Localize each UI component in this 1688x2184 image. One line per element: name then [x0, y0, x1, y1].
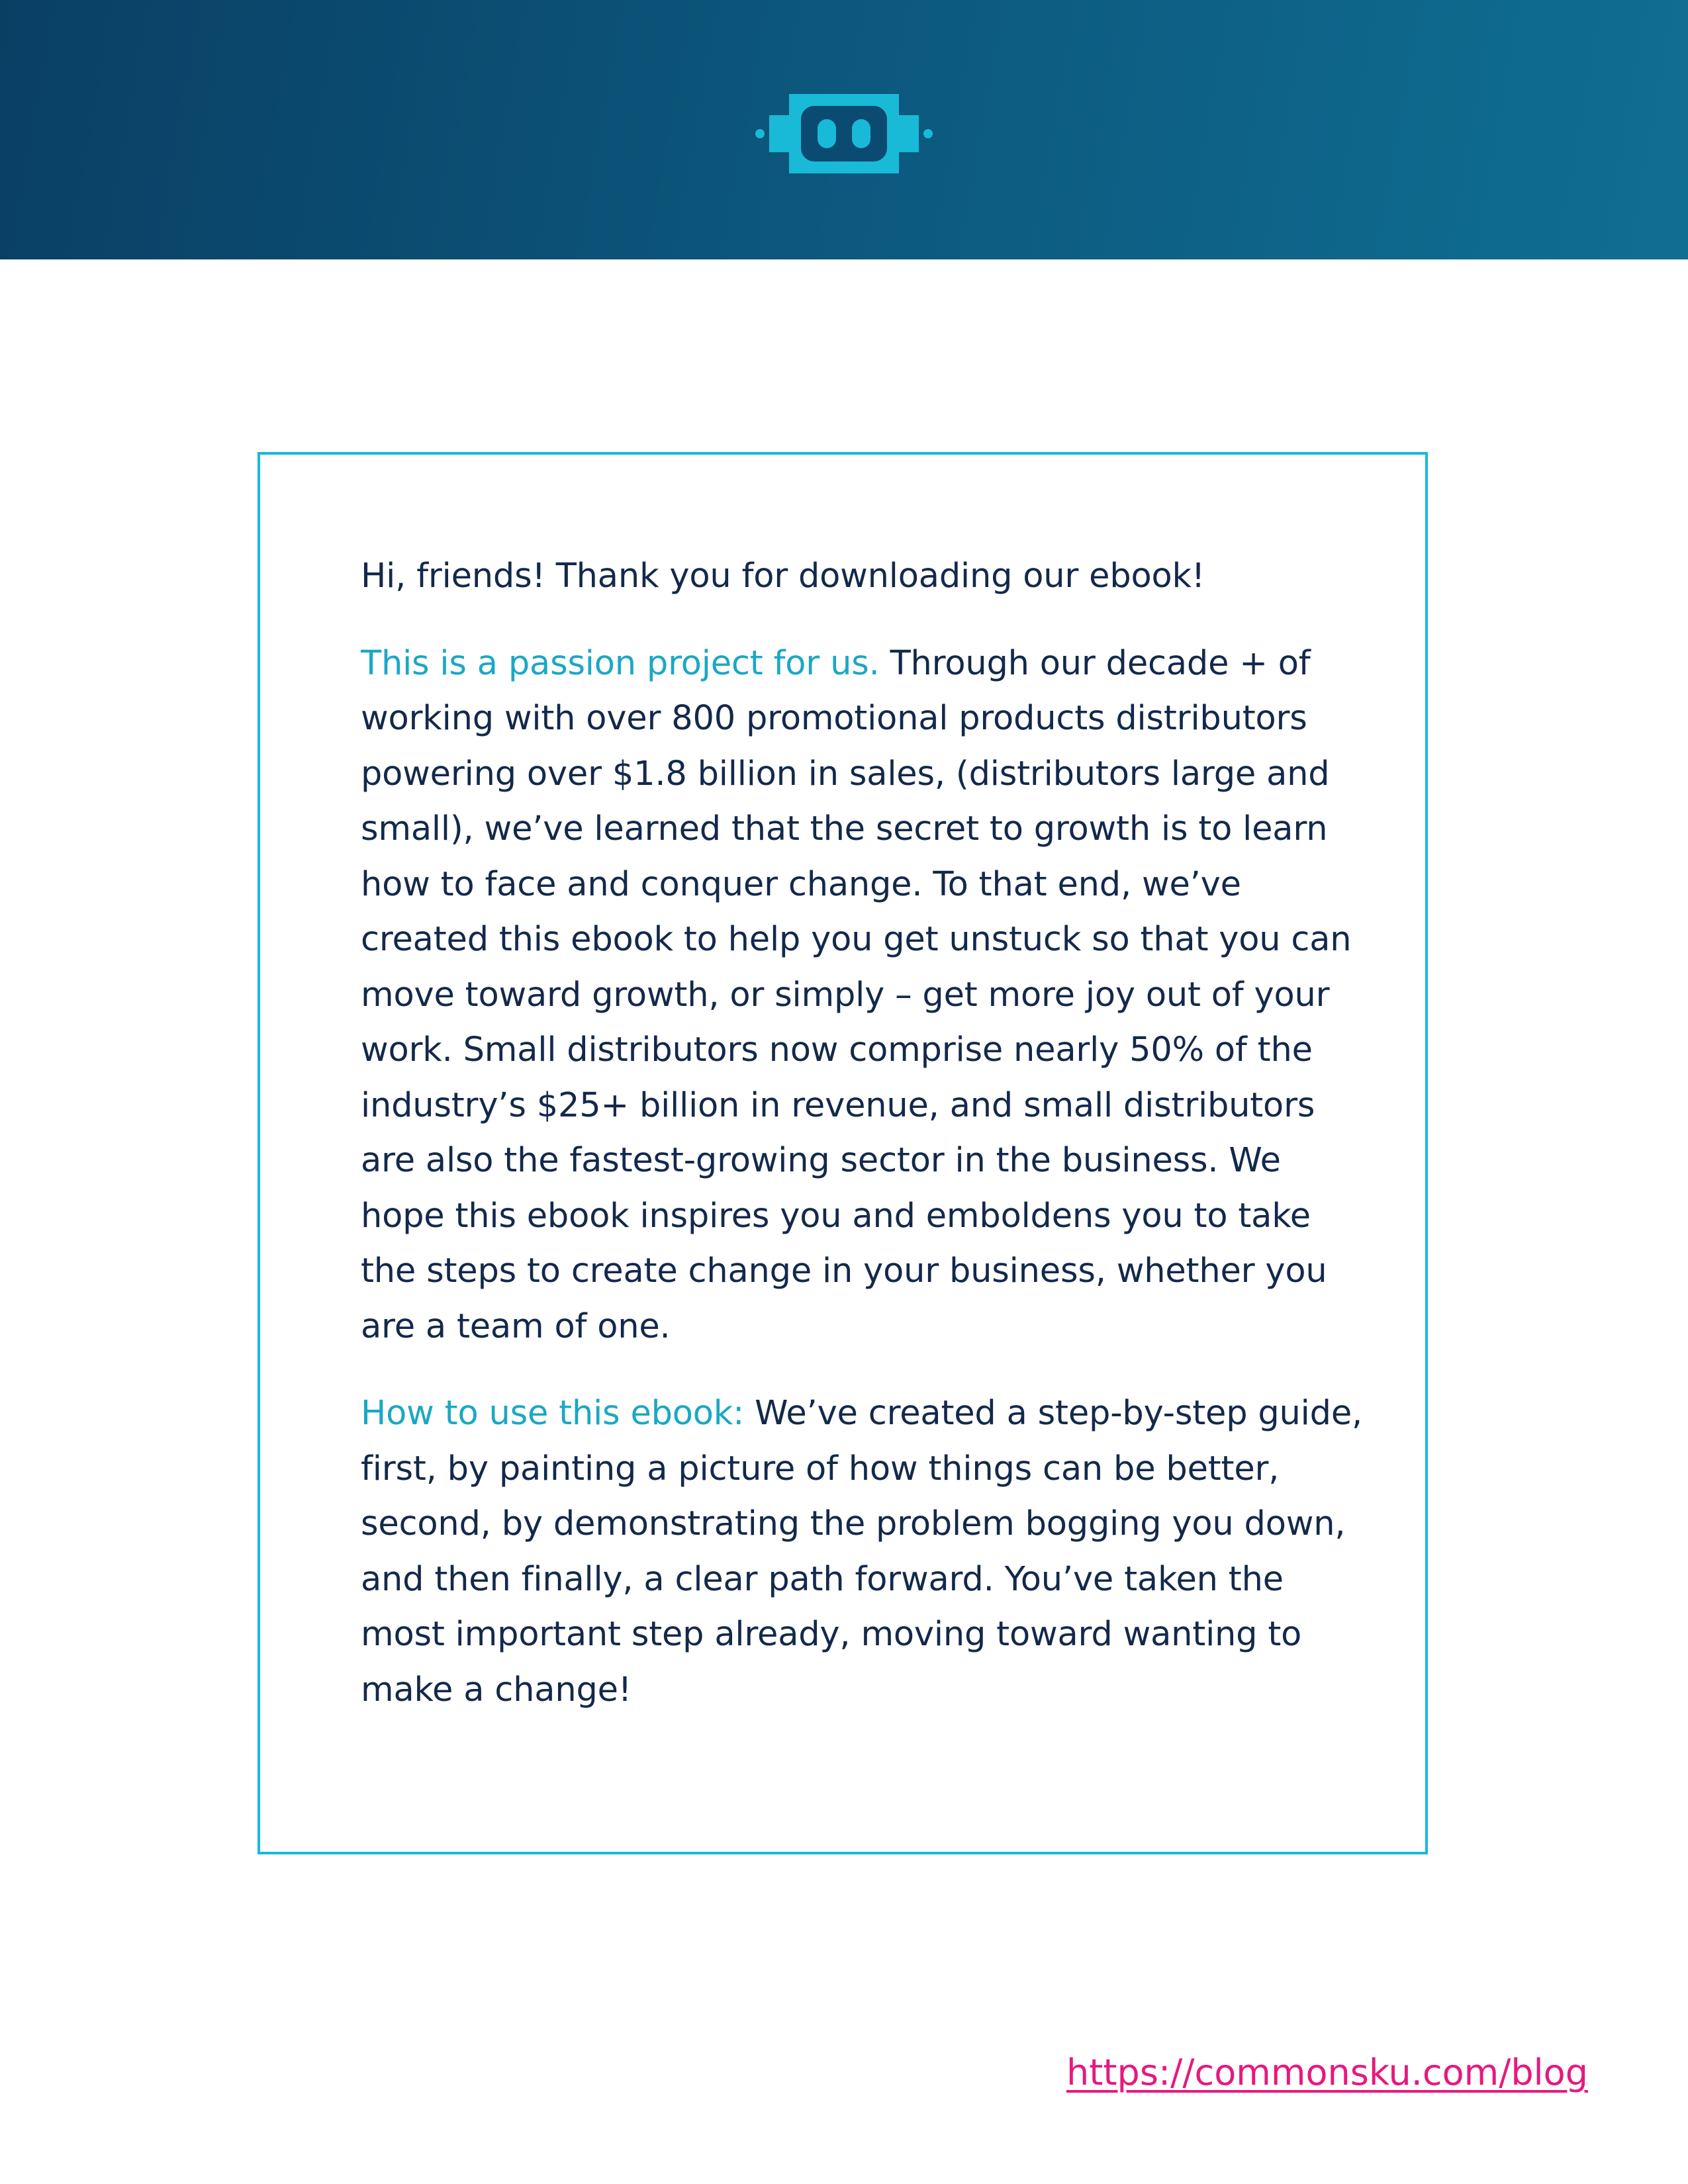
passion-body: Through our decade + of working with over 800 promotional products distributors powering over $1.8 billion in sales, (distributors large and small), we’ve learned that the secret to growth is to learn how to face and conquer change. To that end, we’ve created this ebook to help you get unstuck so that you can move toward growth, or simply – get more joy out of your work. Small distributors now comprise nearly 50% of the industry’s $25+ billion in revenue, and small distributors are also the fastest-growing sector in the business. We hope this ebook inspires you and emboldens you to take the steps to create change in your business, whether you are a team of one.: [361, 643, 1352, 1346]
blog-link[interactable]: https://commonsku.com/blog: [1066, 2052, 1588, 2093]
howto-paragraph: [361, 1386, 1367, 1717]
passion-paragraph: [361, 636, 1367, 1355]
greeting-paragraph: [361, 549, 1367, 604]
intro-text: [361, 549, 1367, 1717]
greeting-text: Hi, friends! Thank you for downloading our ebook!: [361, 557, 1205, 596]
robot-head-icon: [755, 78, 933, 184]
howto-body: We’ve created a step-by-step guide, first, by painting a picture of how things can be better, second, by demonstrating the problem bogging you down, and then finally, a clear path forward. You’ve taken the most important step already, moving toward wanting to make a change!: [361, 1394, 1363, 1709]
header-band: [0, 0, 1688, 259]
intro-box: [258, 452, 1428, 1854]
howto-lead: How to use this ebook:: [361, 1394, 745, 1433]
passion-lead: This is a passion project for us.: [361, 643, 880, 683]
